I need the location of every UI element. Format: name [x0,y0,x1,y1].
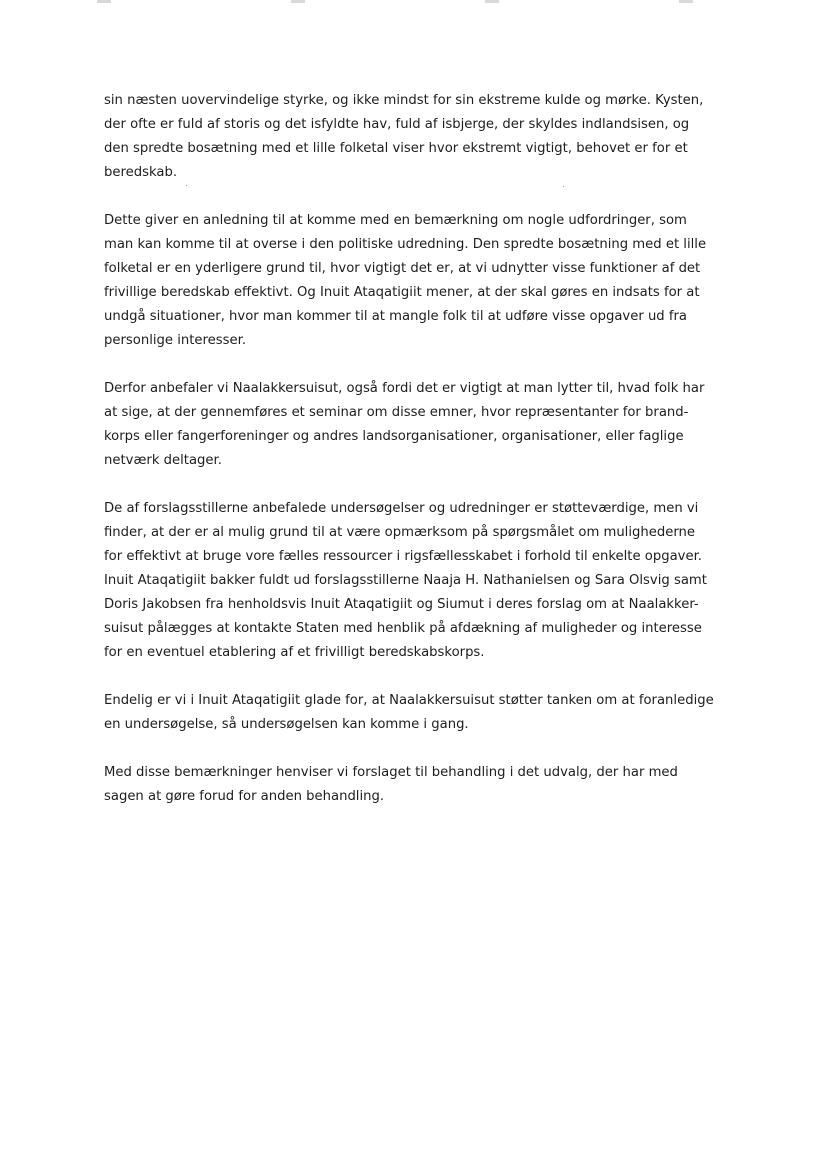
paragraph [104,761,729,809]
document-body [104,89,729,833]
text-line: personlige interesser. [104,333,247,348]
text-line: for en eventuel etablering af et frivilligt beredskabskorps. [104,645,485,660]
paragraph [104,377,729,473]
text-line: frivillige beredskab effektivt. Og Inuit Ataqatigiit mener, at der skal gøres en indsats for at [104,285,700,300]
scan-marks [0,0,827,8]
text-line: Endelig er vi i Inuit Ataqatigiit glade for, at Naalakkersuisut støtter tanken om at foranledige [104,693,714,708]
text-line: Doris Jakobsen fra henholdsvis Inuit Ataqatigiit og Siumut i deres forslag om at Naalakker- [104,597,699,612]
scan-mark [679,0,693,3]
paragraph [104,497,729,665]
text-line: at sige, at der gennemføres et seminar om disse emner, hvor repræsentanter for brand- [104,405,689,420]
text-line: den spredte bosætning med et lille folketal viser hvor ekstremt vigtigt, behovet er for et [104,141,688,156]
text-line: sagen at gøre forud for anden behandling. [104,789,385,804]
text-line: suisut pålægges at kontakte Staten med henblik på afdækning af muligheder og interesse [104,621,702,636]
text-line: der ofte er fuld af storis og det isfyldte hav, fuld af isbjerge, der skyldes indlandsisen, og [104,117,690,132]
text-line: en undersøgelse, så undersøgelsen kan komme i gang. [104,717,469,732]
paragraph [104,89,729,185]
text-line: sin næsten uovervindelige styrke, og ikke mindst for sin ekstreme kulde og mørke. Kysten, [104,93,704,108]
scan-mark [485,0,499,3]
paragraph [104,689,729,737]
text-line: Inuit Ataqatigiit bakker fuldt ud forslagsstillerne Naaja H. Nathanielsen og Sara Olsvig samt [104,573,707,588]
text-line: finder, at der er al mulig grund til at være opmærksom på spørgsmålet om mulighederne [104,525,696,540]
text-line: netværk deltager. [104,453,222,468]
text-line: korps eller fangerforeninger og andres landsorganisationer, organisationer, eller faglige [104,429,684,444]
text-line: for effektivt at bruge vore fælles ressourcer i rigsfællesskabet i forhold til enkelte opgaver. [104,549,702,564]
scan-mark [291,0,305,3]
scan-mark [97,0,111,3]
text-line: Med disse bemærkninger henviser vi forslaget til behandling i det udvalg, der har med [104,765,678,780]
text-line: undgå situationer, hvor man kommer til at mangle folk til at udføre visse opgaver ud fra [104,309,688,324]
paragraph [104,209,729,353]
text-line: folketal er en yderligere grund til, hvor vigtigt det er, at vi udnytter visse funktioner af det [104,261,701,276]
text-line: man kan komme til at overse i den politiske udredning. Den spredte bosætning med et lille [104,237,707,252]
text-line: De af forslagsstillerne anbefalede undersøgelser og udredninger er støtteværdige, men vi [104,501,699,516]
text-line: Dette giver en anledning til at komme med en bemærkning om nogle udfordringer, som [104,213,687,228]
text-line: beredskab. [104,165,178,180]
text-line: Derfor anbefaler vi Naalakkersuisut, også fordi det er vigtigt at man lytter til, hvad folk har [104,381,705,396]
